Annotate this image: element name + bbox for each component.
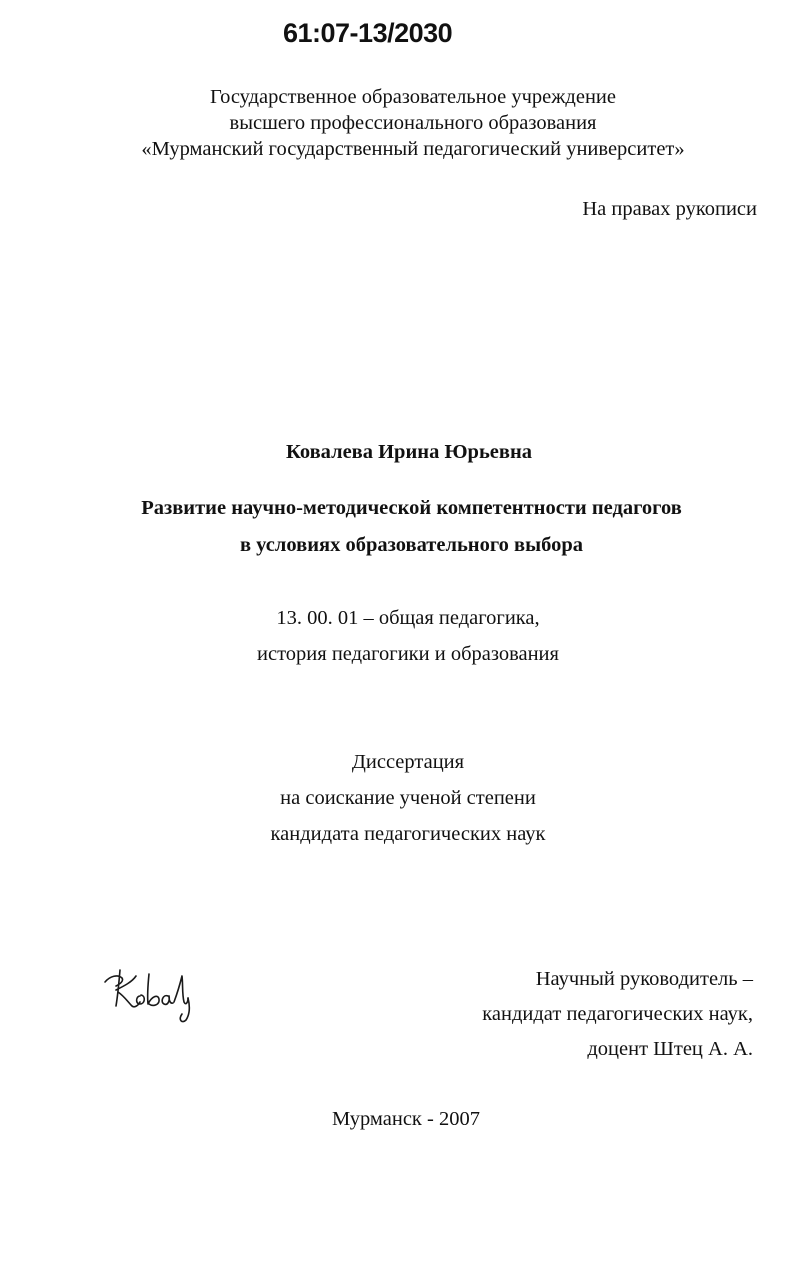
title-line: в условиях образовательного выбора — [239, 534, 583, 556]
archive-stamp-number: 61:07-13/2030 — [283, 18, 453, 48]
handwritten-signature-icon — [102, 962, 198, 1024]
supervisor-line: Научный руководитель – — [535, 968, 753, 990]
author-name: Ковалева Ирина Юрьевна — [285, 441, 533, 463]
degree-line: Диссертация — [351, 751, 465, 773]
specialty-block — [0, 600, 793, 672]
institution-block — [0, 84, 793, 162]
institution-line: Государственное образовательное учреждение — [210, 86, 616, 108]
manuscript-rights-label: На правах рукописи — [582, 198, 757, 220]
supervisor-block — [482, 962, 753, 1067]
title-line: Развитие научно-методической компетентности педагогов — [141, 497, 682, 519]
city-year: Мурманск - 2007 — [332, 1108, 480, 1130]
institution-line: «Мурманский государственный педагогический университет» — [141, 138, 685, 160]
institution-line: высшего профессионального образования — [229, 112, 597, 134]
dissertation-title — [0, 490, 793, 564]
specialty-line: 13. 00. 01 – общая педагогика, — [276, 607, 540, 629]
degree-block — [0, 744, 793, 852]
supervisor-line: кандидат педагогических наук, — [482, 1003, 753, 1025]
specialty-line: история педагогики и образования — [257, 643, 559, 665]
degree-line: кандидата педагогических наук — [270, 823, 546, 845]
supervisor-line: доцент Штец А. А. — [587, 1038, 753, 1060]
degree-line: на соискание ученой степени — [280, 787, 536, 809]
